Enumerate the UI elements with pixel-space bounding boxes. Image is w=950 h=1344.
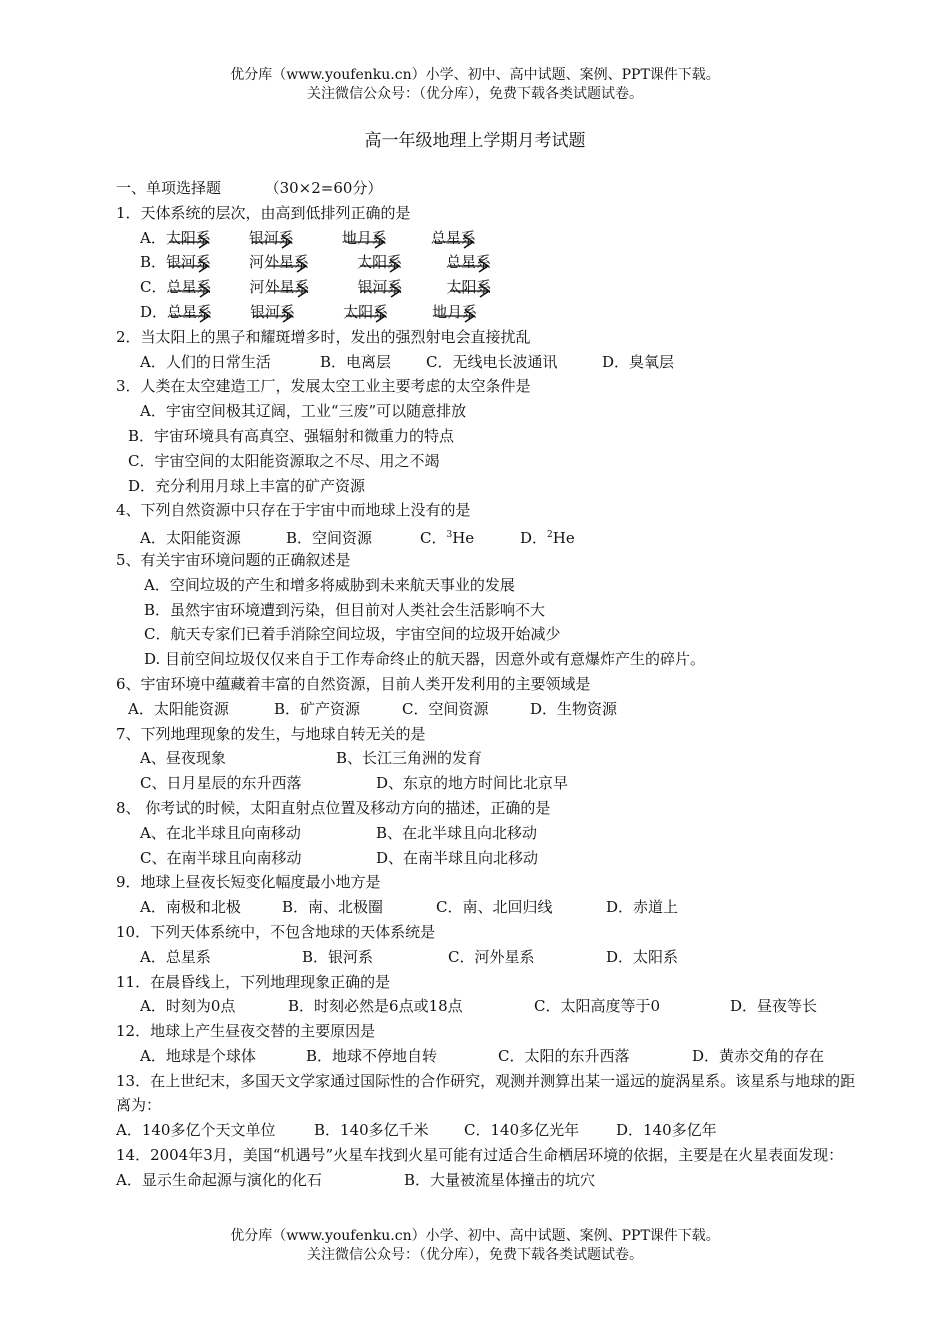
q1-system-name: 银河系 [250,302,296,321]
q1-system-name: 银河系 [357,278,403,297]
question-6-stem: 6、宇宙环境中蕴藏着丰富的自然资源，目前人类开发利用的主要领域是 [116,674,591,693]
q6-option-d: D．生物资源 [530,699,618,718]
footer-line-2: 关注微信公众号：（优分库），免费下载各类试题试卷。 [307,1247,643,1263]
question-11-options [116,994,856,1019]
question-6-options [116,697,856,722]
q1-option-letter: B． [140,253,167,272]
q3-option-a: A．宇宙空间极其辽阔，工业“三废”可以随意排放 [140,402,467,421]
question-8-stem: 8、 你考试的时候，太阳直射点位置及移动方向的描述，正确的是 [116,798,551,817]
q7-option-a: A、昼夜现象 [140,749,226,768]
footer-watermark [0,1227,950,1265]
q13-option-c: C．140多亿光年 [464,1121,580,1140]
q10-option-b: B．银河系 [302,947,374,966]
question-12-stem: 12．地球上产生昼夜交替的主要原因是 [116,1022,376,1041]
arrow-right-icon [434,232,476,246]
question-7-options-row2 [116,771,856,796]
q7-option-d: D、东京的地方时间比北京早 [376,774,569,793]
q4-option-c-element: He [452,529,475,548]
arrow-right-icon [360,256,402,270]
q1-system-name: 河外星系 [249,278,310,297]
q1-system-name: 总星系 [166,278,212,297]
q9-option-b: B．南、北极圈 [282,898,384,917]
question-4-options [116,523,856,548]
q12-option-b: B．地球不停地自转 [306,1046,438,1065]
arrow-right-icon [169,232,211,246]
q12-option-a: A．地球是个球体 [140,1046,256,1065]
q1-option-b [116,250,856,275]
q1-system-name: 太阳系 [165,228,211,247]
q3-option-c: C．宇宙空间的太阳能资源取之不尽、用之不竭 [128,451,440,470]
q1-option-a [116,226,856,251]
section-heading [116,176,856,201]
q2-option-c: C．无线电长波通讯 [426,352,558,371]
arrow-right-icon [169,256,211,270]
header-line-2: 关注微信公众号：（优分库），免费下载各类试题试卷。 [307,86,643,102]
question-13-stem: 13．在上世纪末，多国天文学家通过国际性的合作研究，观测并测算出某一遥远的旋涡星系。该星系与地球的距离为： [116,1071,856,1115]
arrow-right-icon [345,232,387,246]
q1-system-name: 河外星系 [249,253,310,272]
q8-option-a: A、在北半球且向南移动 [140,823,301,842]
q2-option-a: A．人们的日常生活 [140,352,271,371]
q6-option-a: A．太阳能资源 [128,699,229,718]
section-label: 一、单项选择题 [116,179,222,197]
question-4-stem: 4、下列自然资源中只存在于宇宙中而地球上没有的是 [116,501,471,520]
q13-option-d: D．140多亿年 [616,1121,717,1140]
q8-option-c: C、在南半球且向南移动 [140,848,302,867]
question-9-options [116,895,856,920]
q2-option-b: B．电离层 [320,352,392,371]
q2-option-d: D．臭氧层 [602,352,675,371]
q11-option-a: A．时刻为0点 [140,997,236,1016]
q1-option-d [116,300,856,325]
q11-option-b: B．时刻必然是6点或18点 [288,997,463,1016]
arrow-right-icon [268,281,310,295]
q3-option-d: D．充分利用月球上丰富的矿产资源 [128,476,366,495]
q11-option-c: C．太阳高度等于0 [534,997,661,1016]
arrow-right-icon [252,232,294,246]
q5-option-d: D. 目前空间垃圾仅仅来自于工作寿命终止的航天器，因意外或有意爆炸产生的碎片。 [144,650,706,669]
q10-option-a: A．总星系 [140,947,211,966]
question-14-stem: 14．2004年3月，美国“机遇号”火星车找到火星可能有过适合生命栖居环境的依据，主要是在火星表面发现： [116,1146,844,1165]
q11-option-d: D．昼夜等长 [730,997,818,1016]
q4-option-d-letter: D． [520,529,548,548]
arrow-right-icon [253,306,295,320]
arrow-right-icon [267,256,309,270]
q1-system-name: 地月系 [432,302,478,321]
question-7-options-row1 [116,746,856,771]
q12-option-d: D．黄赤交角的存在 [692,1046,825,1065]
arrow-right-icon [361,281,403,295]
section-score: （30×2=60分） [264,179,383,197]
q1-system-name: 地月系 [341,228,387,247]
arrow-right-icon [170,306,212,320]
arrow-right-icon [449,256,491,270]
arrow-right-icon [170,281,212,295]
question-9-stem: 9．地球上昼夜长短变化幅度最小地方是 [116,873,381,892]
question-1-options [116,226,856,325]
q9-option-a: A．南极和北极 [140,898,241,917]
q1-option-letter: A． [140,228,166,247]
q4-option-c-isotope: 3 [446,530,453,541]
question-13-options [116,1118,856,1143]
q6-option-c: C．空间资源 [402,699,489,718]
q14-option-a: A．显示生命起源与演化的化石 [116,1170,322,1189]
q5-option-c: C．航天专家们已着手消除空间垃圾，宇宙空间的垃圾开始减少 [144,625,561,644]
q4-option-c-letter: C． [420,529,447,548]
question-10-options [116,945,856,970]
q8-option-b: B、在北半球且向北移动 [376,823,538,842]
q1-system-name: 银河系 [166,253,212,272]
q4-option-c [420,523,520,551]
q14-option-b: B．大量被流星体撞击的坑穴 [404,1170,596,1189]
q12-option-c: C．太阳的东升西落 [498,1046,630,1065]
question-12-options [116,1044,856,1069]
q10-option-d: D．太阳系 [606,947,679,966]
q6-option-b: B．矿产资源 [274,699,361,718]
question-8-options-row2 [116,846,856,871]
question-1-stem: 1．天体系统的层次，由高到低排列正确的是 [116,203,411,222]
arrow-right-icon [450,281,492,295]
header-watermark [0,66,950,104]
q7-option-c: C、日月星辰的东升西落 [140,774,302,793]
q3-option-b: B．宇宙环境具有高真空、强辐射和微重力的特点 [128,426,455,445]
q1-system-name: 太阳系 [446,278,492,297]
question-8-options-row1 [116,821,856,846]
question-2-stem: 2．当太阳上的黑子和耀斑增多时，发出的强烈射电会直接扰乱 [116,327,531,346]
question-10-stem: 10．下列天体系统中，不包含地球的天体系统是 [116,922,436,941]
q1-system-name: 总星系 [430,228,476,247]
exam-body [116,176,856,1193]
q7-option-b: B、长江三角洲的发育 [336,749,483,768]
q1-system-name: 银河系 [248,228,294,247]
arrow-right-icon [435,306,477,320]
question-3-stem: 3．人类在太空建造工厂，发展太空工业主要考虑的太空条件是 [116,377,531,396]
q4-option-d-element: He [552,529,575,548]
header-line-1: 优分库（www.youfenku.cn）小学、初中、高中试题、案例、PPT课件下载。 [230,67,720,83]
question-11-stem: 11．在晨昏线上，下列地理现象正确的是 [116,972,391,991]
arrow-right-icon [346,306,388,320]
q1-option-c [116,275,856,300]
q1-system-name: 总星系 [446,253,492,272]
q1-system-name: 太阳系 [343,302,389,321]
q4-option-d [520,523,575,551]
q10-option-c: C．河外星系 [448,947,535,966]
q13-option-b: B．140多亿千米 [314,1121,429,1140]
footer-line-1: 优分库（www.youfenku.cn）小学、初中、高中试题、案例、PPT课件下载。 [230,1228,720,1244]
q9-option-d: D．赤道上 [606,898,679,917]
q5-option-b: B．虽然宇宙环境遭到污染，但目前对人类社会生活影响不大 [144,600,546,619]
q1-option-letter: D． [140,302,168,321]
q1-system-name: 总星系 [167,302,213,321]
question-14-options [116,1168,856,1193]
q13-option-a: A．140多亿个天文单位 [116,1121,276,1140]
q1-system-name: 太阳系 [357,253,403,272]
q4-option-a: A．太阳能资源 [140,529,241,548]
q1-option-letter: C． [140,278,167,297]
q4-option-b: B．空间资源 [286,529,373,548]
q4-option-d-isotope: 2 [547,530,553,541]
q9-option-c: C．南、北回归线 [436,898,553,917]
q8-option-d: D、在南半球且向北移动 [376,848,539,867]
question-7-stem: 7、下列地理现象的发生，与地球自转无关的是 [116,724,426,743]
q5-option-a: A．空间垃圾的产生和增多将威胁到未来航天事业的发展 [144,575,515,594]
exam-title: 高一年级地理上学期月考试题 [364,131,586,151]
question-2-options [116,350,856,375]
question-5-stem: 5、有关宇宙环境问题的正确叙述是 [116,550,351,569]
